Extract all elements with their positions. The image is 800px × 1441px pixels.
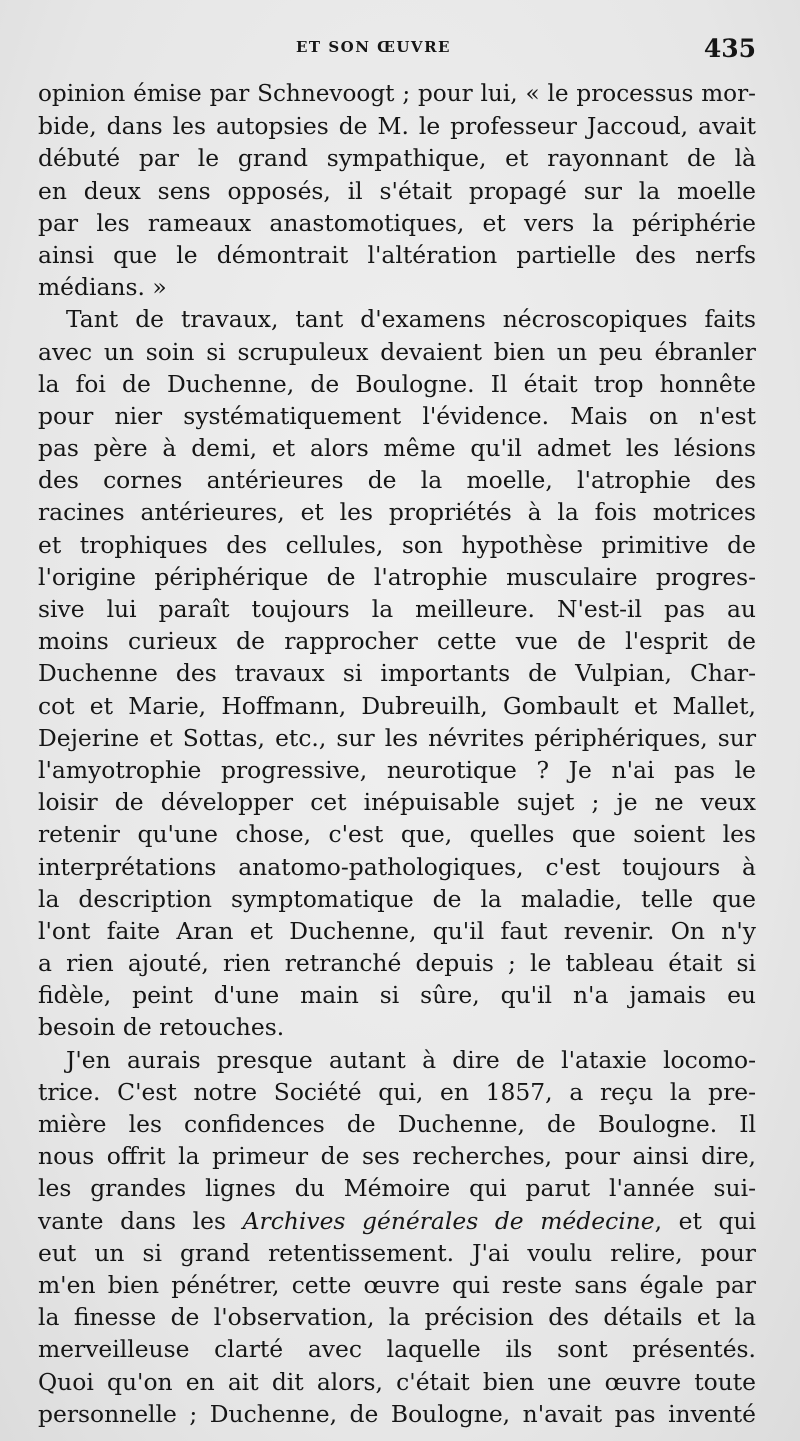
- text-line: la foi de Duchenne, de Boulogne. Il était trop honnête: [38, 369, 756, 398]
- paragraph-1: [38, 78, 756, 303]
- text-line: a rien ajouté, rien retranché depuis ; le tableau était si: [38, 949, 756, 978]
- text-line: personnelle ; Duchenne, de Boulogne, n'avait pas inventé: [38, 1399, 756, 1428]
- text-line: par les rameaux anastomotiques, et vers la périphérie: [38, 208, 756, 237]
- text-line: Dejerine et Sottas, etc., sur les névrites périphériques, sur: [38, 723, 756, 752]
- text-line: les grandes lignes du Mémoire qui parut l'année sui-: [38, 1174, 756, 1203]
- text-segment: vante dans les: [38, 1206, 227, 1235]
- text-line: l'ont faite Aran et Duchenne, qu'il faut revenir. On n'y: [38, 916, 756, 945]
- text-line: Duchenne des travaux si importants de Vulpian, Char-: [38, 659, 756, 688]
- text-line: loisir de développer cet inépuisable sujet ; je ne veux: [38, 788, 756, 817]
- text-line: médians. »: [38, 273, 167, 302]
- text-line: interprétations anatomo-pathologiques, c'est toujours à: [38, 852, 756, 881]
- text-line: cot et Marie, Hoffmann, Dubreuilh, Gombault et Mallet,: [38, 691, 756, 720]
- text-line: l'amyotrophie progressive, neurotique ? Je n'ai pas le: [38, 755, 756, 784]
- text-line: Tant de travaux, tant d'examens nécroscopiques faits: [66, 305, 756, 334]
- text-line: en deux sens opposés, il s'était propagé sur la moelle: [38, 176, 756, 205]
- text-line-with-italic: [38, 1205, 756, 1237]
- text-line: mière les confidences de Duchenne, de Boulogne. Il: [38, 1110, 756, 1138]
- text-line: moins curieux de rapprocher cette vue de l'esprit de: [38, 627, 756, 656]
- text-line: fidèle, peint d'une main si sûre, qu'il n'a jamais eu: [38, 981, 756, 1010]
- text-line: besoin de retouches.: [38, 1013, 285, 1042]
- text-line: merveilleuse clarté avec laquelle ils sont présentés.: [38, 1335, 756, 1364]
- text-line: nous offrit la primeur de ses recherches, pour ainsi dire,: [38, 1142, 756, 1171]
- text-line: l'origine périphérique de l'atrophie musculaire progres-: [38, 562, 756, 591]
- text-line: Quoi qu'on en ait dit alors, c'était bien une œuvre toute: [38, 1367, 756, 1396]
- text-line: racines antérieures, et les propriétés à la fois motrices: [38, 498, 756, 527]
- text-line: sive lui paraît toujours la meilleure. N'est-il pas au: [38, 595, 756, 623]
- text-line: pour nier systématiquement l'évidence. Mais on n'est: [38, 401, 756, 430]
- text-line: débuté par le grand sympathique, et rayonnant de là: [38, 144, 756, 173]
- text-line: ainsi que le démontrait l'altération partielle des nerfs: [38, 240, 756, 269]
- text-line: trice. C'est notre Société qui, en 1857, a reçu la pre-: [38, 1077, 756, 1106]
- paragraph-3: [38, 1044, 756, 1430]
- journal-title: Archives générales de médecine: [242, 1206, 655, 1235]
- text-line: et trophiques des cellules, son hypothèse primitive de: [38, 530, 756, 559]
- text-line: la description symptomatique de la maladie, telle que: [38, 884, 756, 913]
- text-segment: , et qui: [654, 1206, 757, 1235]
- paragraph-2: [38, 303, 756, 1043]
- text-line: retenir qu'une chose, c'est que, quelles que soient les: [38, 820, 756, 849]
- text-line: pas père à demi, et alors même qu'il admet les lésions: [38, 434, 756, 463]
- running-title: ET SON ŒUVRE: [296, 38, 451, 56]
- page-number: 435: [703, 34, 756, 63]
- text-line: m'en bien pénétrer, cette œuvre qui reste sans égale par: [38, 1270, 756, 1299]
- text-line: la finesse de l'observation, la précision des détails et la: [38, 1303, 756, 1332]
- running-header: [0, 34, 800, 64]
- text-line: avec un soin si scrupuleux devaient bien un peu ébranler: [38, 337, 756, 366]
- text-line: opinion émise par Schnevoogt ; pour lui, « le processus mor-: [38, 81, 756, 107]
- text-line: des cornes antérieures de la moelle, l'atrophie des: [38, 466, 756, 495]
- text-line: bide, dans les autopsies de M. le professeur Jaccoud, avait: [38, 112, 756, 141]
- text-line: J'en aurais presque autant à dire de l'ataxie locomo-: [66, 1045, 756, 1074]
- text-line: eut un si grand retentissement. J'ai voulu relire, pour: [38, 1238, 756, 1267]
- body-text: [38, 78, 756, 1430]
